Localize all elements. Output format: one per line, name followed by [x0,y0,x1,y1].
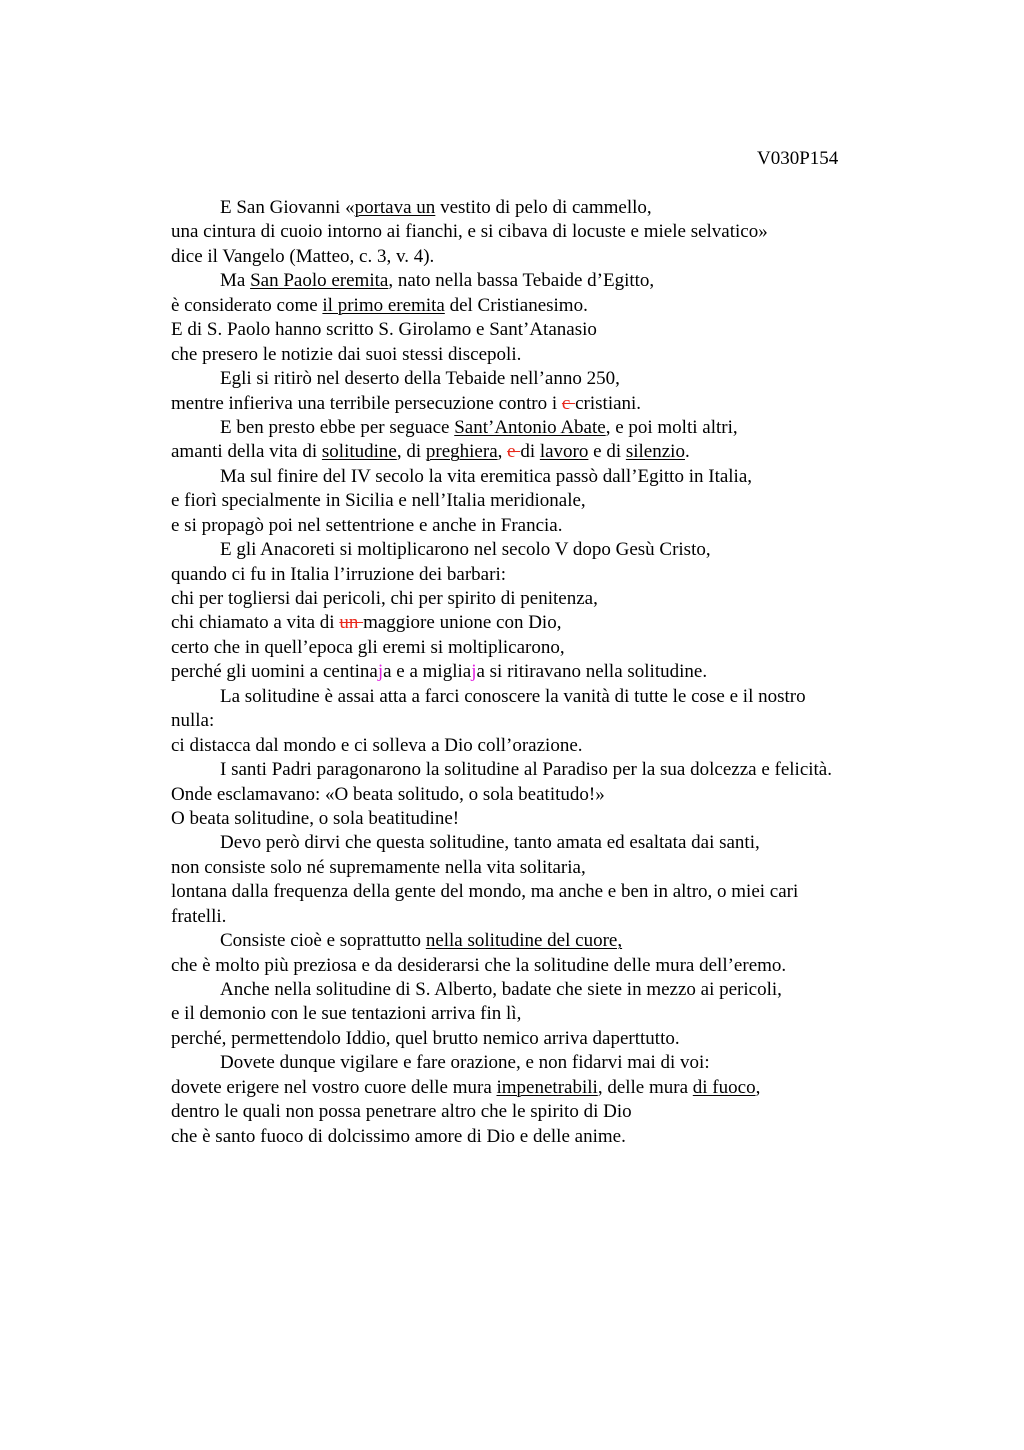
text-segment: Consiste cioè e soprattutto [220,930,426,952]
underlined-text: lavoro [539,441,589,463]
text-segment: I santi Padri paragonarono la solitudine al Paradiso per la sua dolcezza e felicità. [220,759,832,781]
text-segment: e il demonio con le sue tentazioni arriva fin lì, [171,1003,522,1025]
text-segment: dovete erigere nel vostro cuore delle mura [171,1076,497,1098]
underlined-text: Sant’Antonio Abate [454,416,606,438]
text-segment: che è molto più preziosa e da desiderarsi che la solitudine delle mura dell’eremo. [171,954,787,976]
text-line [171,831,891,855]
text-segment: lontana dalla frequenza della gente del mondo, ma anche e ben in altro, o miei cari [171,881,799,903]
text-line [171,978,891,1002]
text-segment: che presero le notizie dai suoi stessi discepoli. [171,343,522,365]
underlined-text: di fuoco [692,1076,756,1098]
text-segment: La solitudine è assai atta a farci conoscere la vanità di tutte le cose e il nostro [220,685,806,707]
text-segment: E di S. Paolo hanno scritto S. Girolamo e Sant’Atanasio [171,319,597,341]
text-line [171,489,891,513]
text-segment: Onde esclamavano: «O beata solitudo, o sola beatitudo!» [171,783,605,805]
text-line [171,783,891,807]
text-segment: , e poi molti altri, [605,416,738,438]
text-segment: di [520,441,540,463]
text-segment: O beata solitudine, o sola beatitudine! [171,807,460,829]
text-segment: non consiste solo né supremamente nella vita solitaria, [171,856,586,878]
text-segment: dentro le quali non possa penetrare altro che le spirito di Dio [171,1101,632,1123]
text-line [171,538,891,562]
text-line [171,905,891,929]
inserted-text: j [471,661,477,683]
text-segment: Ma [220,270,251,292]
text-segment: Ma sul finire del IV secolo la vita eremitica passò dall’Egitto in Italia, [220,465,753,487]
text-segment: Egli si ritirò nel deserto della Tebaide nell’anno 250, [220,368,620,390]
text-line [171,660,891,684]
text-line [171,196,891,220]
text-segment: vestito di pelo di cammello, [435,197,652,218]
underlined-text: portava un [354,197,436,218]
text-line [171,1100,891,1124]
inserted-text: j [377,661,384,683]
text-line [171,294,891,318]
text-line [171,367,891,391]
deleted-text: e [507,441,521,463]
text-segment: E ben presto ebbe per seguace [220,416,455,438]
underlined-text: solitudine [321,441,397,463]
text-line [171,220,891,244]
text-line [171,392,891,416]
text-segment: cristiani. [575,392,642,414]
text-segment: , di [396,441,426,463]
text-segment: , delle mura [597,1076,693,1098]
text-line [171,416,891,440]
text-line [171,1027,891,1051]
text-segment: e fiorì specialmente in Sicilia e nell’Italia meridionale, [171,490,586,512]
text-line [171,465,891,489]
text-line [171,587,891,611]
underlined-text: impenetrabili [496,1076,598,1098]
text-segment: Dovete dunque vigilare e fare orazione, e non fidarvi mai di voi: [220,1052,710,1074]
text-segment: quando ci fu in Italia l’irruzione dei barbari: [171,563,507,585]
text-line [171,856,891,880]
text-line [171,709,891,733]
text-line [171,611,891,635]
text-line [171,269,891,293]
text-segment: Devo però dirvi che questa solitudine, tanto amata ed esaltata dai santi, [220,832,760,854]
text-line [171,880,891,904]
text-line [171,245,891,269]
page-id: V030P154 [757,148,839,169]
text-line [171,685,891,709]
text-line [171,734,891,758]
text-line [171,318,891,342]
text-segment: e di [588,441,626,463]
text-segment: a e a miglia [383,661,472,683]
text-segment: chi per togliersi dai pericoli, chi per spirito di penitenza, [171,588,598,609]
text-segment: e si propagò poi nel settentrione e anche in Francia. [171,514,563,536]
underlined-text: silenzio [625,441,685,463]
underlined-text: nella solitudine del cuore, [425,930,623,952]
text-segment: è considerato come [171,294,323,316]
text-line [171,1125,891,1149]
text-segment: che è santo fuoco di dolcissimo amore di Dio e delle anime. [171,1125,626,1147]
underlined-text: preghiera [425,441,498,463]
text-segment: , nato nella bassa Tebaide d’Egitto, [388,270,655,292]
text-segment: E gli Anacoreti si moltiplicarono nel secolo V dopo Gesù Cristo, [220,539,711,561]
underlined-text: il primo eremita [322,294,445,316]
text-segment: certo che in quell’epoca gli eremi si moltiplicarono, [171,636,565,658]
text-line [171,929,891,953]
text-segment: del Cristianesimo. [444,294,588,316]
text-segment: maggiore unione con Dio, [363,612,562,634]
text-segment: mentre infieriva una terribile persecuzione contro i [171,392,562,414]
text-line [171,514,891,538]
text-segment: una cintura di cuoio intorno ai fianchi, e si cibava di locuste e miele selvatico» [171,221,768,243]
text-segment: E San Giovanni « [220,197,355,218]
text-segment: chi chiamato a vita di [171,612,340,634]
text-line [171,758,891,782]
text-segment: . [684,441,690,463]
text-segment: , [497,441,508,463]
text-line [171,1051,891,1075]
text-line [171,807,891,831]
text-line [171,1076,891,1100]
deleted-text: c [561,392,576,414]
text-segment: Anche nella solitudine di S. Alberto, badate che siete in mezzo ai pericoli, [220,979,782,1000]
text-segment: amanti della vita di [171,441,322,463]
deleted-text: un [339,612,364,634]
text-line [171,954,891,978]
text-segment: a si ritiravano nella solitudine. [476,661,708,683]
text-segment: fratelli. [171,905,227,927]
text-line [171,343,891,367]
text-segment: , [755,1076,761,1098]
text-segment: dice il Vangelo (Matteo, c. 3, v. 4). [171,245,435,267]
text-segment: perché, permettendolo Iddio, quel brutto nemico arriva daperttutto. [171,1027,680,1049]
text-line [171,440,891,464]
text-segment: ci distacca dal mondo e ci solleva a Dio coll’orazione. [171,734,583,756]
text-segment: nulla: [171,710,215,732]
document-body [171,196,891,1149]
text-line [171,1002,891,1026]
text-line [171,563,891,587]
underlined-text: San Paolo eremita [250,270,389,292]
text-line [171,636,891,660]
text-segment: perché gli uomini a centina [171,661,378,683]
